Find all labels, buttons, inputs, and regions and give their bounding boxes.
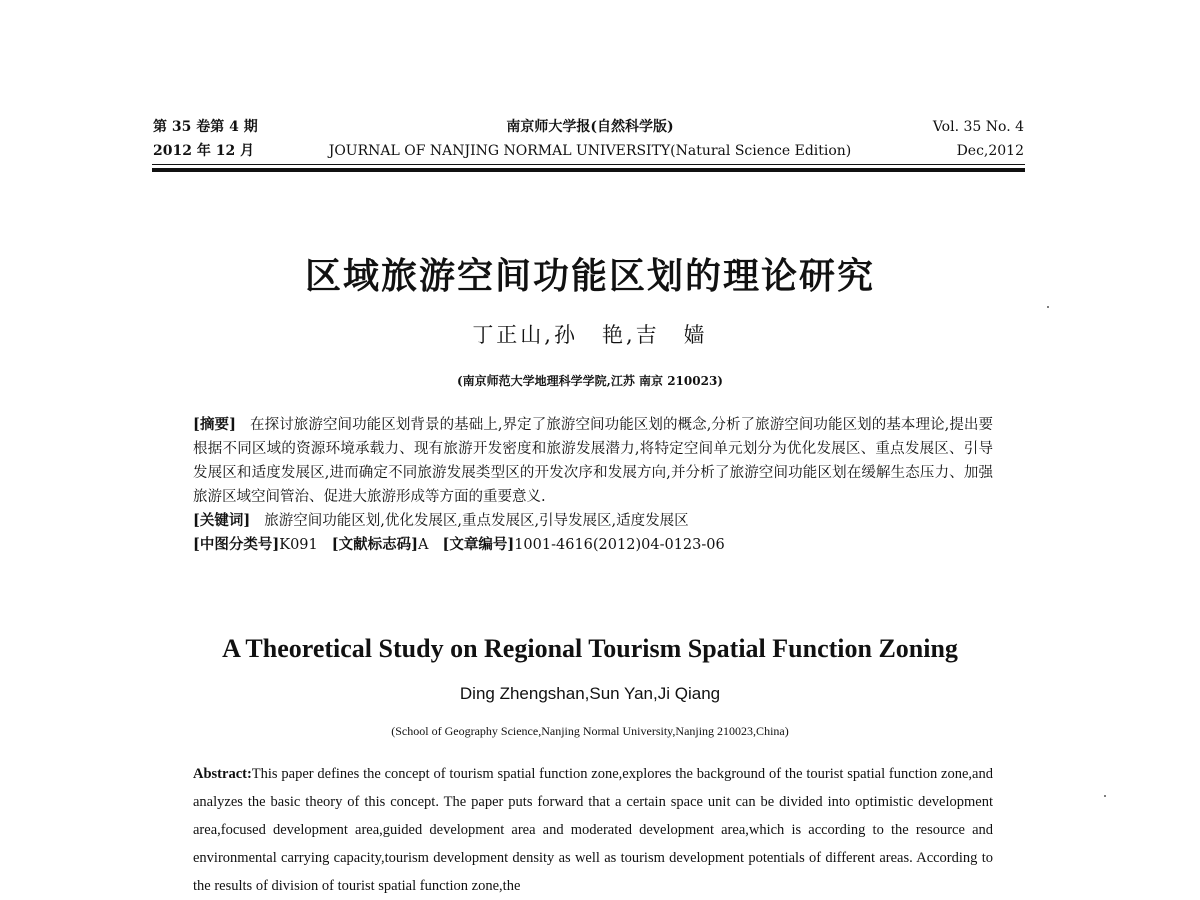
header-rule-thin: [152, 164, 1025, 165]
scan-speck: [1104, 795, 1106, 797]
abstract-label-en: Abstract:: [193, 766, 252, 782]
volume-issue-en: Vol. 35 No. 4: [932, 119, 1024, 135]
scan-speck: [1047, 306, 1049, 308]
volume-issue-cn: 第 35 卷第 4 期: [153, 119, 258, 135]
header-rule-thick: [152, 168, 1025, 172]
abstract-label-cn: [摘要]: [193, 416, 236, 433]
clc-value: K091: [279, 537, 318, 553]
keywords-cn: [193, 509, 993, 533]
abstract-block-cn: [193, 413, 993, 557]
abstract-en: [193, 760, 993, 900]
keywords-label-cn: [关键词]: [193, 512, 251, 529]
journal-volume-cn: [153, 115, 258, 163]
journal-name-en: JOURNAL OF NANJING NORMAL UNIVERSITY(Natural Science Edition): [328, 143, 852, 159]
affiliation-cn: (南京师范大学地理科学学院,江苏 南京 210023): [457, 374, 723, 388]
authors-en: Ding Zhengshan,Sun Yan,Ji Qiang: [459, 684, 721, 703]
journal-volume-en: [900, 115, 1024, 163]
article-no-value: 1001-4616(2012)04-0123-06: [514, 537, 725, 553]
clc-label: [中图分类号]: [193, 536, 280, 553]
journal-name-cn: 南京师大学报(自然科学版): [506, 119, 674, 135]
abstract-text-en: This paper defines the concept of tourism spatial function zone,explores the background of the tourist spatial function zone,and analyzes the basic theory of this concept. The paper puts forward that a certain space unit can be divided into optimistic development area,focused development area,guided development area and moderated development area,which is according to the resource and environmental carrying capacity,tourism development density as well as tourism development potentials of different areas. According to the results of division of tourist spatial function zone,the: [193, 766, 993, 894]
classification-line: [193, 533, 993, 557]
paper-title-cn: 区域旅游空间功能区划的理论研究: [304, 255, 875, 297]
keywords-text-cn: 旅游空间功能区划,优化发展区,重点发展区,引导发展区,适度发展区: [264, 513, 689, 529]
date-en: Dec,2012: [956, 143, 1024, 159]
abstract-cn: [193, 413, 993, 509]
journal-name: [300, 115, 880, 163]
authors-cn: 丁正山,孙 艳,吉 嫱: [472, 323, 708, 347]
doc-code-value: A: [417, 537, 429, 553]
abstract-text-cn: 在探讨旅游空间功能区划背景的基础上,界定了旅游空间功能区划的概念,分析了旅游空间功能区划的基本理论,提出要根据不同区域的资源环境承载力、现有旅游开发密度和旅游发展潜力,将特定空间单元划分为优化发展区、重点发展区、引导发展区和适度发展区,进而确定不同旅游发展类型区的开发次序和发展方向,并分析了旅游空间功能区划在缓解生态压力、加强旅游区域空间管治、促进大旅游形成等方面的重要意义.: [193, 417, 993, 505]
affiliation-en: (School of Geography Science,Nanjing Normal University,Nanjing 210023,China): [391, 724, 789, 738]
article-no-label: [文章编号]: [442, 536, 515, 553]
doc-code-label: [文献标志码]: [331, 536, 418, 553]
paper-title-en: A Theoretical Study on Regional Tourism Spatial Function Zoning: [222, 634, 958, 663]
date-cn: 2012 年 12 月: [153, 143, 255, 159]
